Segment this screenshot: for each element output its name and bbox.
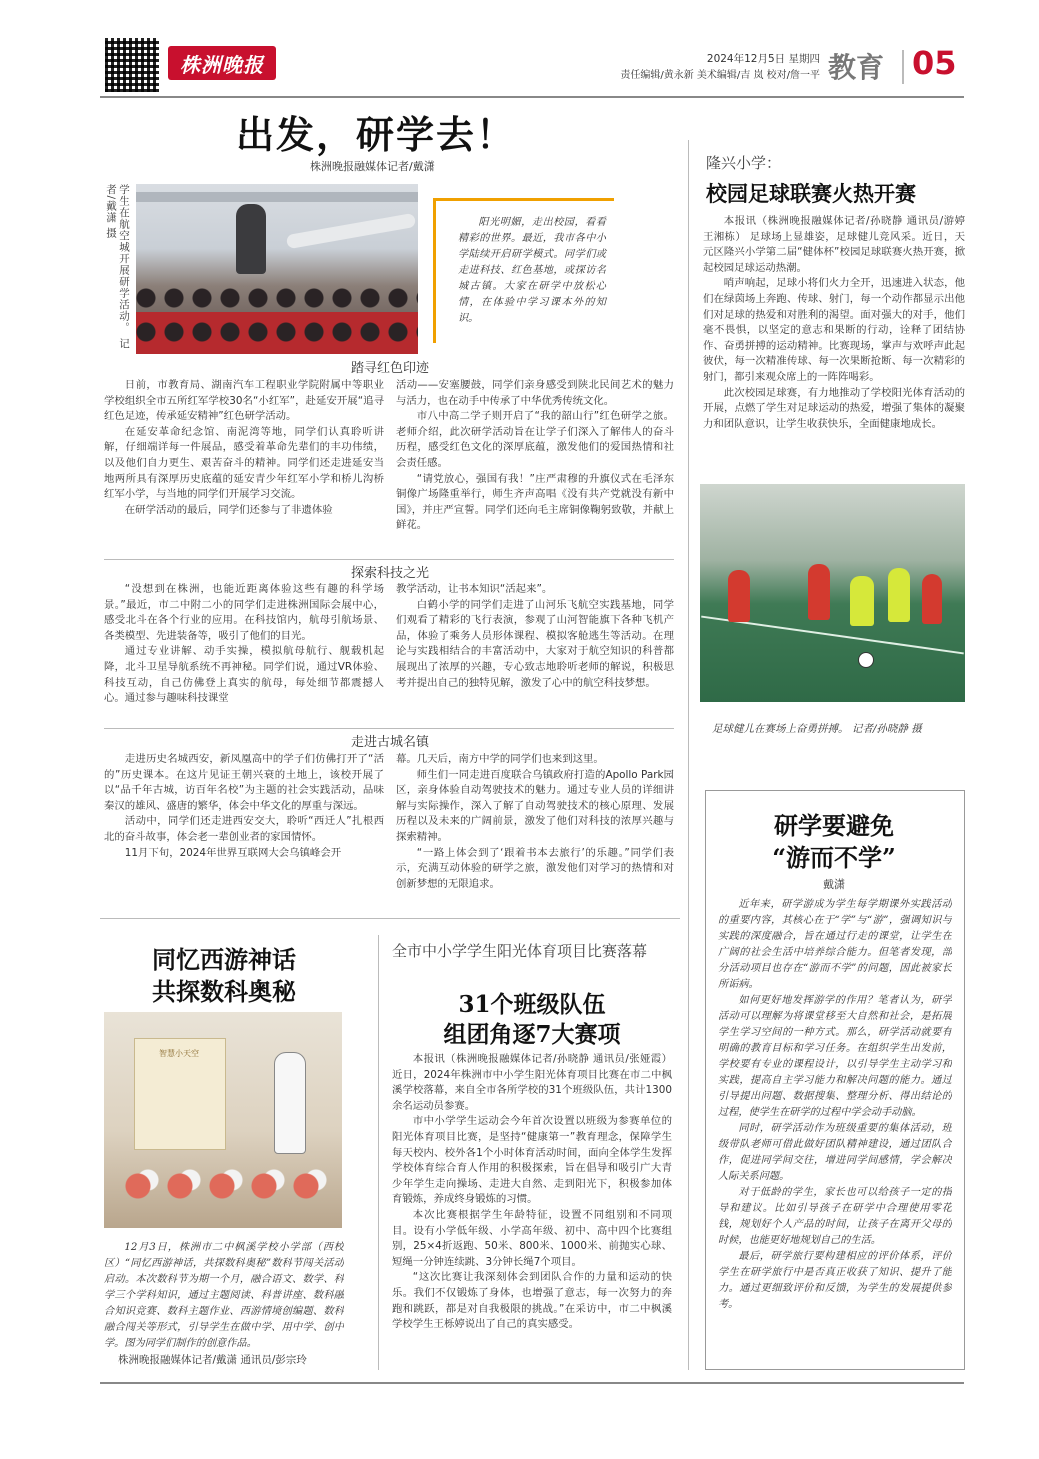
commentary-body	[718, 897, 952, 1363]
section-head-tech: 探索科技之光	[350, 566, 429, 581]
paragraph: 教学活动，让书本知识“活起来”。	[396, 583, 553, 595]
commentary-author: 戴潇	[823, 878, 845, 891]
red-col-2	[396, 378, 674, 554]
paragraph: “一路上体会到了‘跟着书本去旅行’的乐趣。”同学们表示，充满互动体验的研学之旅，激发他们对学习的热情和对创新梦想的无限追求。	[396, 846, 674, 890]
xiyou-credit: 株洲晚报融媒体记者/戴潇 通讯员/彭宗玲	[118, 1354, 307, 1366]
paragraph: 白鹤小学的同学们走进了山河乐飞航空实践基地，同学们观看了精彩的飞行表演，参观了山河智能旗下各种飞机产品，体验了乘务人员形体课程、模拟客舱逃生等活动。在理论与实践相结合的丰富活动中，大家对于航空知识的科普都展现出了浓厚的兴趣，专心致志地聆听老师的解说，积极思考并提出自己的独特见解，激发了心中的航空科技梦想。	[396, 598, 674, 689]
paragraph: 本次比赛根据学生年龄特征，设置不同组别和不同项目。设有小学低年级、小学高年级、初中、高中四个比赛组别，25×4折返跑、50米、800米、1000米、前抛实心球、短绳一分钟连续跳、3分钟长绳7个项目。	[392, 1208, 672, 1268]
masthead-logo	[168, 46, 276, 80]
student-crowd	[136, 284, 418, 354]
football-title: 校园足球联赛火热开赛	[706, 181, 916, 206]
paragraph: “这次比赛让我深刻体会到团队合作的力量和运动的快乐。我们不仅锻炼了身体，也增强了意志，每一次努力的奔跑和跳跃，都是对自我极限的挑战。”在采访中，市二中枫溪学校学生王栎婷说出了自己的真实感受。	[392, 1271, 672, 1331]
section-rule	[104, 728, 674, 729]
player-2	[808, 564, 830, 620]
football-ball	[858, 652, 874, 668]
xiyou-title-1: 同忆西游神话	[152, 945, 296, 974]
lead-bottom-rule	[100, 918, 680, 919]
paragraph: “没想到在株洲，也能近距离体验这些有趣的科学场景。”最近，市二中附二小的同学们走进株洲国际会展中心，感受北斗在各个行业的应用。在科技馆内，航母引航场景、各类模型、先进装备等，吸引了他们的目光。	[104, 583, 384, 642]
section-divider	[902, 50, 904, 84]
paragraph: 如何更好地发挥游学的作用？笔者认为，研学活动可以理解为将课堂移至大自然和社会，是拓展学生学习空间的一种方式。那么，研学活动就要有明确的教育目标和学习任务。在组织学生出发前，学校要有专业的课程设计，以引导学生主动学习和实践，提高自主学习能力和解决问题的能力。通过引导提出问题、数据搜集、整理分析、得出结论的过程，使学生在研学的过程中学会动手动脑。	[718, 995, 952, 1118]
football-caption: 足球健儿在赛场上奋勇拼搏。 记者/孙晓静 摄	[712, 723, 922, 735]
paragraph: 日前，市教育局、湖南汽车工程职业学院附属中等职业学校组织全市五所红军学校30名“小红军”，赴延安开展“追寻红色足迹，传承延安精神”红色研学活动。	[104, 379, 384, 423]
xiyou-caption	[104, 1240, 344, 1350]
player-1	[728, 570, 750, 622]
lead-intro	[458, 215, 606, 327]
section-head-ancient: 走进古城名镇	[350, 735, 429, 750]
xiyou-caption-text: 12月3日，株洲市二中枫溪学校小学部（西校区）“同忆西游神话，共探数科奥秘”数科节闯关活动启动。本次数科节为期一个月，融合语文、数学、科学三个学科知识，通过主题阅读、科普讲座、数科融合知识竞赛、数科主题作业、西游情境创编题、数科融合闯关等形式，引导学生在做中学、用中学、创中学。图为同学们制作的创意作品。	[104, 1242, 344, 1349]
section-rule	[104, 559, 674, 560]
sports-title-2: 组团角逐7大赛项	[443, 1021, 621, 1048]
aircraft-propeller	[286, 213, 416, 249]
xiyou-photo	[104, 1012, 342, 1228]
player-4	[888, 568, 910, 622]
paragraph: 同时，研学活动作为班级重要的集体活动，班级带队老师可借此做好团队精神建设，通过团队合作，促进同学间交往，增进同学间感情，学会解决人际关系问题。	[718, 1123, 952, 1182]
paragraph: 哨声响起，足球小将们火力全开，迅速进入状态，他们在绿茵场上奔跑、传球、射门，每一个动作都显示出他们对足球的热爱和对胜利的渴望。面对强大的对手，他们毫不畏惧，以坚定的意志和果断的行动，诠释了团结协作、奋勇拼搏的运动精神。比赛现场，掌声与欢呼声此起彼伏，每一次精准传球、每一次果断抢断、每一次精彩的射门，都引来观众席上的一阵阵喝彩。	[703, 277, 965, 383]
masthead-editors: 责任编辑/黄永新 美术编辑/吉 岚 校对/詹一平	[620, 70, 820, 81]
sports-body	[392, 1052, 672, 1370]
lead-photo-caption: 学生在航空城开展研学活动。 记者/戴潇 摄	[105, 184, 130, 350]
speaker-figure	[236, 204, 266, 274]
paragraph: 近年来，研学游成为学生每学期课外实践活动的重要内容，其核心在于“学”与“游”，强调知识与实践的深度融合，旨在通过行走的课堂，让学生在广阔的社会生活中培养综合能力。但笔者发现，部分活动项目也存在“游而不学”的问题，因此被家长所诟病。	[718, 899, 952, 990]
ancient-col-1	[104, 752, 384, 912]
tech-col-2	[396, 582, 674, 724]
masthead-rule	[100, 96, 964, 98]
lead-intro-text: 阳光明媚，走出校园，看看精彩的世界。最近，我市各中小学陆续开启研学模式。同学们或走进科技、红色基地，或探访名城古镇。大家在研学中放松心情，在体验中学习课本外的知识。	[458, 217, 606, 324]
paragraph: 在延安革命纪念馆、南泥湾等地，同学们认真聆听讲解，仔细端详每一件展品，感受着革命先辈们的丰功伟绩，以及他们自力更生、艰苦奋斗的精神。同学们还走进延安当地两所具有深厚历史底蕴的延安青少年红军小学和桥儿沟桥红军小学，与当地的同学们开展学习交流。	[104, 425, 384, 501]
tech-col-1	[104, 582, 384, 724]
section-name: 教育	[828, 51, 885, 84]
red-col-1	[104, 378, 384, 554]
football-photo	[700, 484, 965, 702]
ancient-col-2	[396, 752, 674, 912]
paper-puppet	[274, 1052, 306, 1154]
sports-kicker	[392, 940, 672, 962]
paragraph: 本报讯（株洲晚报融媒体记者/孙晓静 通讯员/张娅霞） 近日，2024年株洲市中小学生阳光体育项目比赛在市二中枫溪学校落幕，来自全市各所学校的31个班级队伍，共计1300余名运动员参赛。	[392, 1053, 672, 1112]
logo-text: 株洲晚报	[180, 52, 264, 77]
paragraph: 最后，研学旅行要构建相应的评价体系，评价学生在研学旅行中是否真正收获了知识、提升了能力。通过更细致评价和反馈，为学生的发展提供参考。	[718, 1251, 952, 1310]
paragraph: 通过专业讲解、动手实操，模拟航母航行、舰载机起降，北斗卫星导航系统不再神秘。同学们说，通过VR体验、科技互动，自己仿佛登上真实的航母，每处细节都震撼人心。通过参与趣味科技课堂	[104, 645, 384, 705]
xiyou-title-2: 共探数科奥秘	[152, 977, 296, 1006]
paragraph: 对于低龄的学生，家长也可以给孩子一定的指导和建议。比如引导孩子在研学中合理使用零花钱，规划好个人产品的时间，让孩子在离开父母的时候，也能更好地规划自己的生活。	[718, 1187, 952, 1246]
paragraph: 活动中，同学们还走进西安交大，聆听“西迁人”扎根西北的奋斗故事，体会老一辈创业者的家国情怀。	[104, 815, 384, 843]
football-body	[703, 214, 965, 476]
clay-crafts	[118, 1162, 328, 1208]
paragraph: 在研学活动的最后，同学们还参与了非遗体验	[124, 503, 333, 516]
paragraph: 市八中高二学子则开启了“我的韶山行”红色研学之旅。老师介绍，此次研学活动旨在让学子们深入了解伟人的奋斗历程，感受红色文化的深厚底蕴，激发他们的爱国热情和社会责任感。	[396, 410, 674, 469]
bottom-separator	[378, 935, 379, 1370]
lead-title: 出发，研学去！	[236, 112, 517, 157]
paragraph: 11月下旬，2024年世界互联网大会乌镇峰会开	[124, 846, 342, 859]
football-kicker: 隆兴小学：	[706, 154, 782, 172]
masthead-date: 2024年12月5日 星期四	[706, 53, 820, 65]
lead-photo	[136, 184, 418, 354]
paragraph: 此次校园足球赛，有力地推动了学校阳光体育活动的开展，点燃了学生对足球运动的热爱，增强了集体的凝聚力和团队意识，让学生收获快乐，全面健康地成长。	[703, 386, 965, 430]
commentary-title-2: “游而不学”	[772, 843, 896, 872]
page-number: 05	[912, 44, 957, 82]
paragraph: 走进历史名城西安，新凤凰高中的学子们仿佛打开了“活的”历史课本。在这片见证王朝兴衰的土地上，该校开展了以“品千年古城，访百年名校”为主题的社会实践活动，品味秦汉的雄风、盛唐的繁华，体会中华文化的厚重与深远。	[104, 753, 384, 812]
paragraph: 幕。几天后，南方中学的同学们也来到这里。	[396, 753, 604, 765]
player-5	[922, 574, 942, 624]
page-bottom-rule	[100, 1382, 964, 1384]
display-board-sign: 智慧小天空	[159, 1049, 199, 1058]
commentary-title-1: 研学要避免	[774, 811, 894, 840]
sports-kicker-text: 全市中小学学生阳光体育项目比赛落幕	[392, 942, 648, 960]
section-head-red: 踏寻红色印迹	[350, 361, 429, 376]
aircraft-wing	[136, 192, 418, 202]
qr-code	[105, 38, 159, 92]
paragraph: 本报讯（株洲晚报融媒体记者/孙晓静 通讯员/游婷 王湘栋） 足球场上显雄姿，足球健儿竞风采。近日，天元区隆兴小学第二届“健体杯”校园足球联赛火热开赛，掀起校园足球运动热潮。	[703, 215, 965, 274]
lead-byline: 株洲晚报融媒体记者/戴潇	[310, 160, 435, 173]
paragraph: 师生们一同走进百度联合乌镇政府打造的Apollo Park园区，亲身体验自动驾驶技术的魅力。通过专业人员的详细讲解与实际操作，深入了解了自动驾驶技术的核心原理、发展历程以及未来的广阔前景，激发了他们对科技的浓厚兴趣与探索精神。	[396, 768, 674, 843]
paragraph: “请党放心，强国有我！”庄严肃穆的升旗仪式在毛泽东铜像广场隆重举行，师生齐声高唱《没有共产党就没有新中国》，并庄严宣誓。同学们还向毛主席铜像鞠躬致敬，并献上鲜花。	[396, 472, 674, 532]
sports-title-1: 31个班级队伍	[458, 991, 606, 1018]
player-3	[850, 576, 874, 626]
paragraph: 活动——安塞腰鼓，同学们亲身感受到陕北民间艺术的魅力与活力，也在动手中传承了中华优秀传统文化。	[396, 379, 674, 407]
column-separator	[688, 140, 689, 1370]
paragraph: 市中小学学生运动会今年首次设置以班级为参赛单位的阳光体育项目比赛，是坚持“健康第一”教育理念，保障学生每天校内、校外各1个小时体育活动时间，面向全体学生发挥学校体育综合育人作用的积极探索，旨在倡导和吸引广大青少年学生走向操场、走进大自然、走到阳光下，积极参加体育锻炼，养成终身锻炼的习惯。	[392, 1115, 672, 1206]
